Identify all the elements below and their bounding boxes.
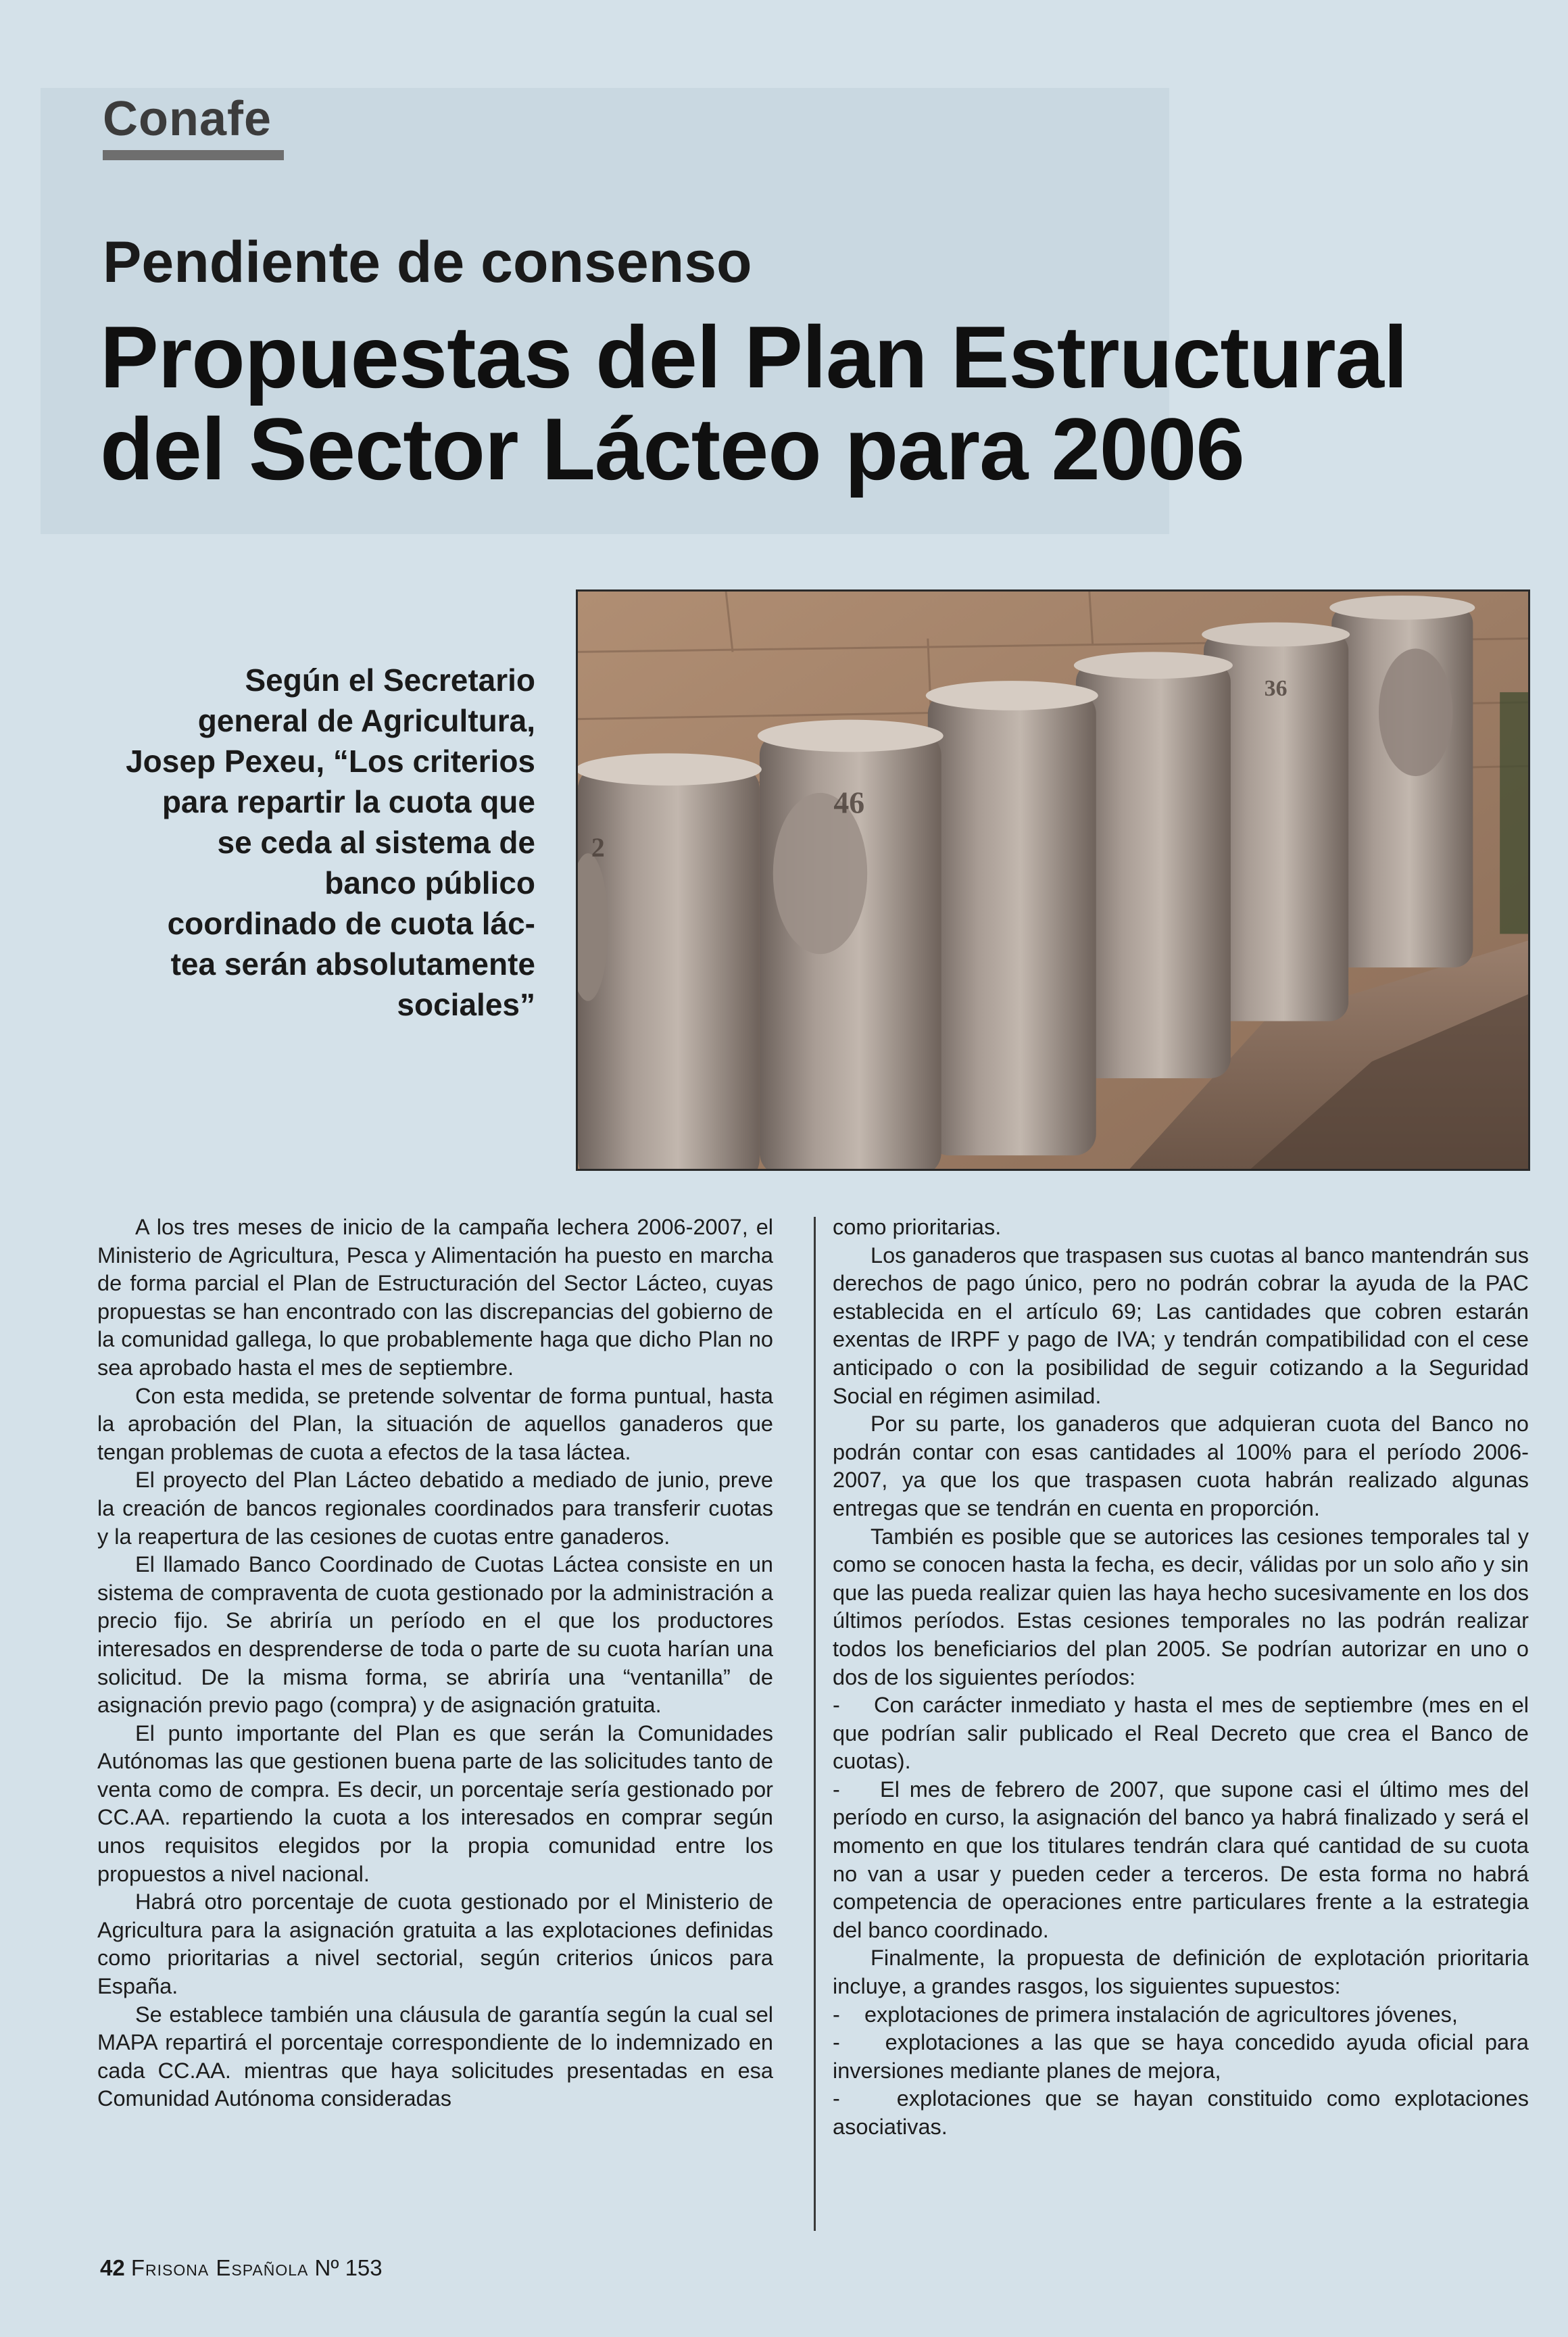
page-number: 42 [100, 2255, 125, 2280]
list-item: - explotaciones de primera instalación de agricultores jóvenes, [833, 2002, 1458, 2027]
paragraph: Finalmente, la propuesta de definición de explotación prioritaria incluye, a grandes rasgos, los siguientes supuestos: [833, 1946, 1529, 1999]
article-column-right [833, 1213, 1529, 2142]
paragraph: El punto importante del Plan es que serán la Comunidades Autónomas las que gestionen buena parte de las solicitudes tanto de venta como de compra. Es decir, un porcentaje sería gestionado por CC.AA. repartiendo la cuota a los interesados en comprar según unos requisitos elegidos por la propia comunidad entre los propuestos a nivel nacional. [97, 1720, 773, 1886]
paragraph: Con esta medida, se pretende solventar de forma puntual, hasta la aprobación del Plan, la situación de aquellos ganaderos que tengan problemas de cuota a efectos de la tasa láctea. [97, 1383, 773, 1464]
svg-text:46: 46 [833, 785, 865, 820]
page-footer [100, 2255, 383, 2281]
publication-name: Frisona Española [130, 2255, 309, 2280]
headline-line-2: del Sector Lácteo para 2006 [100, 400, 1244, 498]
paragraph: También es posible que se autorices las cesiones temporales tal y como se conocen hasta la fecha, es decir, válidas por un solo año y sin que las pueda realizar quien las haya hecho sucesivamente en los dos últimos períodos. Estas cesiones temporales no las podrán realizar todos los beneficiarios del plan 2005. Se podrían autorizar en uno o dos de los siguientes períodos: [833, 1524, 1529, 1689]
list-item: - Con carácter inmediato y hasta el mes de septiembre (mes en el que podrían salir publicado el Real Decreto que crea el Banco de cuotas). [833, 1693, 1529, 1774]
column-divider [814, 1217, 816, 2231]
paragraph: Se establece también una cláusula de garantía según la cual sel MAPA repartirá el porcentaje correspondiente de lo indemnizado en cada CC.AA. mientras que haya solicitudes presentadas en esa Comunidad Autónoma consideradas [97, 2002, 773, 2111]
article-headline [100, 308, 1519, 498]
milk-churns-photo [576, 589, 1530, 1171]
paragraph: El proyecto del Plan Lácteo debatido a mediado de junio, preve la creación de bancos regionales coordinados para transferir cuotas y la reapertura de las cesiones de cuotas entre ganaderos. [97, 1468, 773, 1549]
paragraph: Los ganaderos que traspasen sus cuotas al banco mantendrán sus derechos de pago único, pero no podrán cobrar la ayuda de la PAC establecida en el artículo 69; Las cantidades que cobren estarán exentas de IRPF y pago de IVA; y tendrán compatibilidad con el cese anticipado o con la posibilidad de seguir cotizando a la Seguridad Social en régimen asimilad. [833, 1243, 1529, 1408]
issue-number: Nº 153 [314, 2255, 383, 2280]
paragraph: A los tres meses de inicio de la campaña lechera 2006-2007, el Ministerio de Agricultura, Pesca y Alimentación ha puesto en marcha de forma parcial el Plan de Estructuración del Sector Lácteo, cuyas propuestas se han encontrado con las discrepancias del gobierno de la comunidad gallega, lo que probablemente haga que dicho Plan no sea aprobado hasta el mes de septiembre. [97, 1215, 773, 1380]
section-underline [103, 150, 284, 160]
paragraph: como prioritarias. [833, 1215, 1002, 1239]
list-item: - explotaciones que se hayan constituido como explotaciones asociativas. [833, 2086, 1529, 2139]
headline-line-1: Propuestas del Plan Estructural [100, 308, 1408, 406]
paragraph: Habrá otro porcentaje de cuota gestionado por el Ministerio de Agricultura para la asignación gratuita a las explotaciones definidas como prioritarias a nivel sectorial, según criterios únicos para España. [97, 1889, 773, 1999]
pull-quote: Según el Secretario general de Agricultura, Josep Pexeu, “Los criterios para repartir la cuota que se ceda al sistema de banco público coordinado de cuota lác- tea serán absolutamente sociales” [126, 662, 535, 1022]
article-column-left [97, 1213, 773, 2113]
paragraph: El llamado Banco Coordinado de Cuotas Láctea consiste en un sistema de compraventa de cuota gestionado por la administración a precio fijo. Se abriría un período en el que los productores interesados en desprenderse de toda o parte de su cuota harían una solicitud. De la misma forma, se abriría una “ventanilla” de asignación previo pago (compra) y de asignación gratuita. [97, 1552, 773, 1718]
svg-text:2: 2 [591, 833, 605, 863]
svg-text:36: 36 [1264, 675, 1288, 701]
milk-churns-illustration [578, 592, 1528, 1169]
paragraph: Por su parte, los ganaderos que adquieran cuota del Banco no podrán contar con esas cantidades al 100% para el período 2006-2007, ya que los que traspasen cuota habrán realizado algunas entregas que se tendrán en cuenta en proporción. [833, 1412, 1529, 1520]
list-item: - explotaciones a las que se haya concedido ayuda oficial para inversiones mediante planes de mejora, [833, 2030, 1529, 2083]
list-item: - El mes de febrero de 2007, que supone casi el último mes del período en curso, la asignación del banco ya habrá finalizado y será el momento en que los titulares tendrán clara qué cantidad de su cuota no van a usar y pueden ceder a terceros. De esta forma no habrá competencia de operaciones entre particulares frente a la estrategia del banco coordinado. [833, 1777, 1529, 1942]
article-kicker: Pendiente de consenso [103, 230, 752, 295]
section-label: Conafe [103, 92, 272, 146]
